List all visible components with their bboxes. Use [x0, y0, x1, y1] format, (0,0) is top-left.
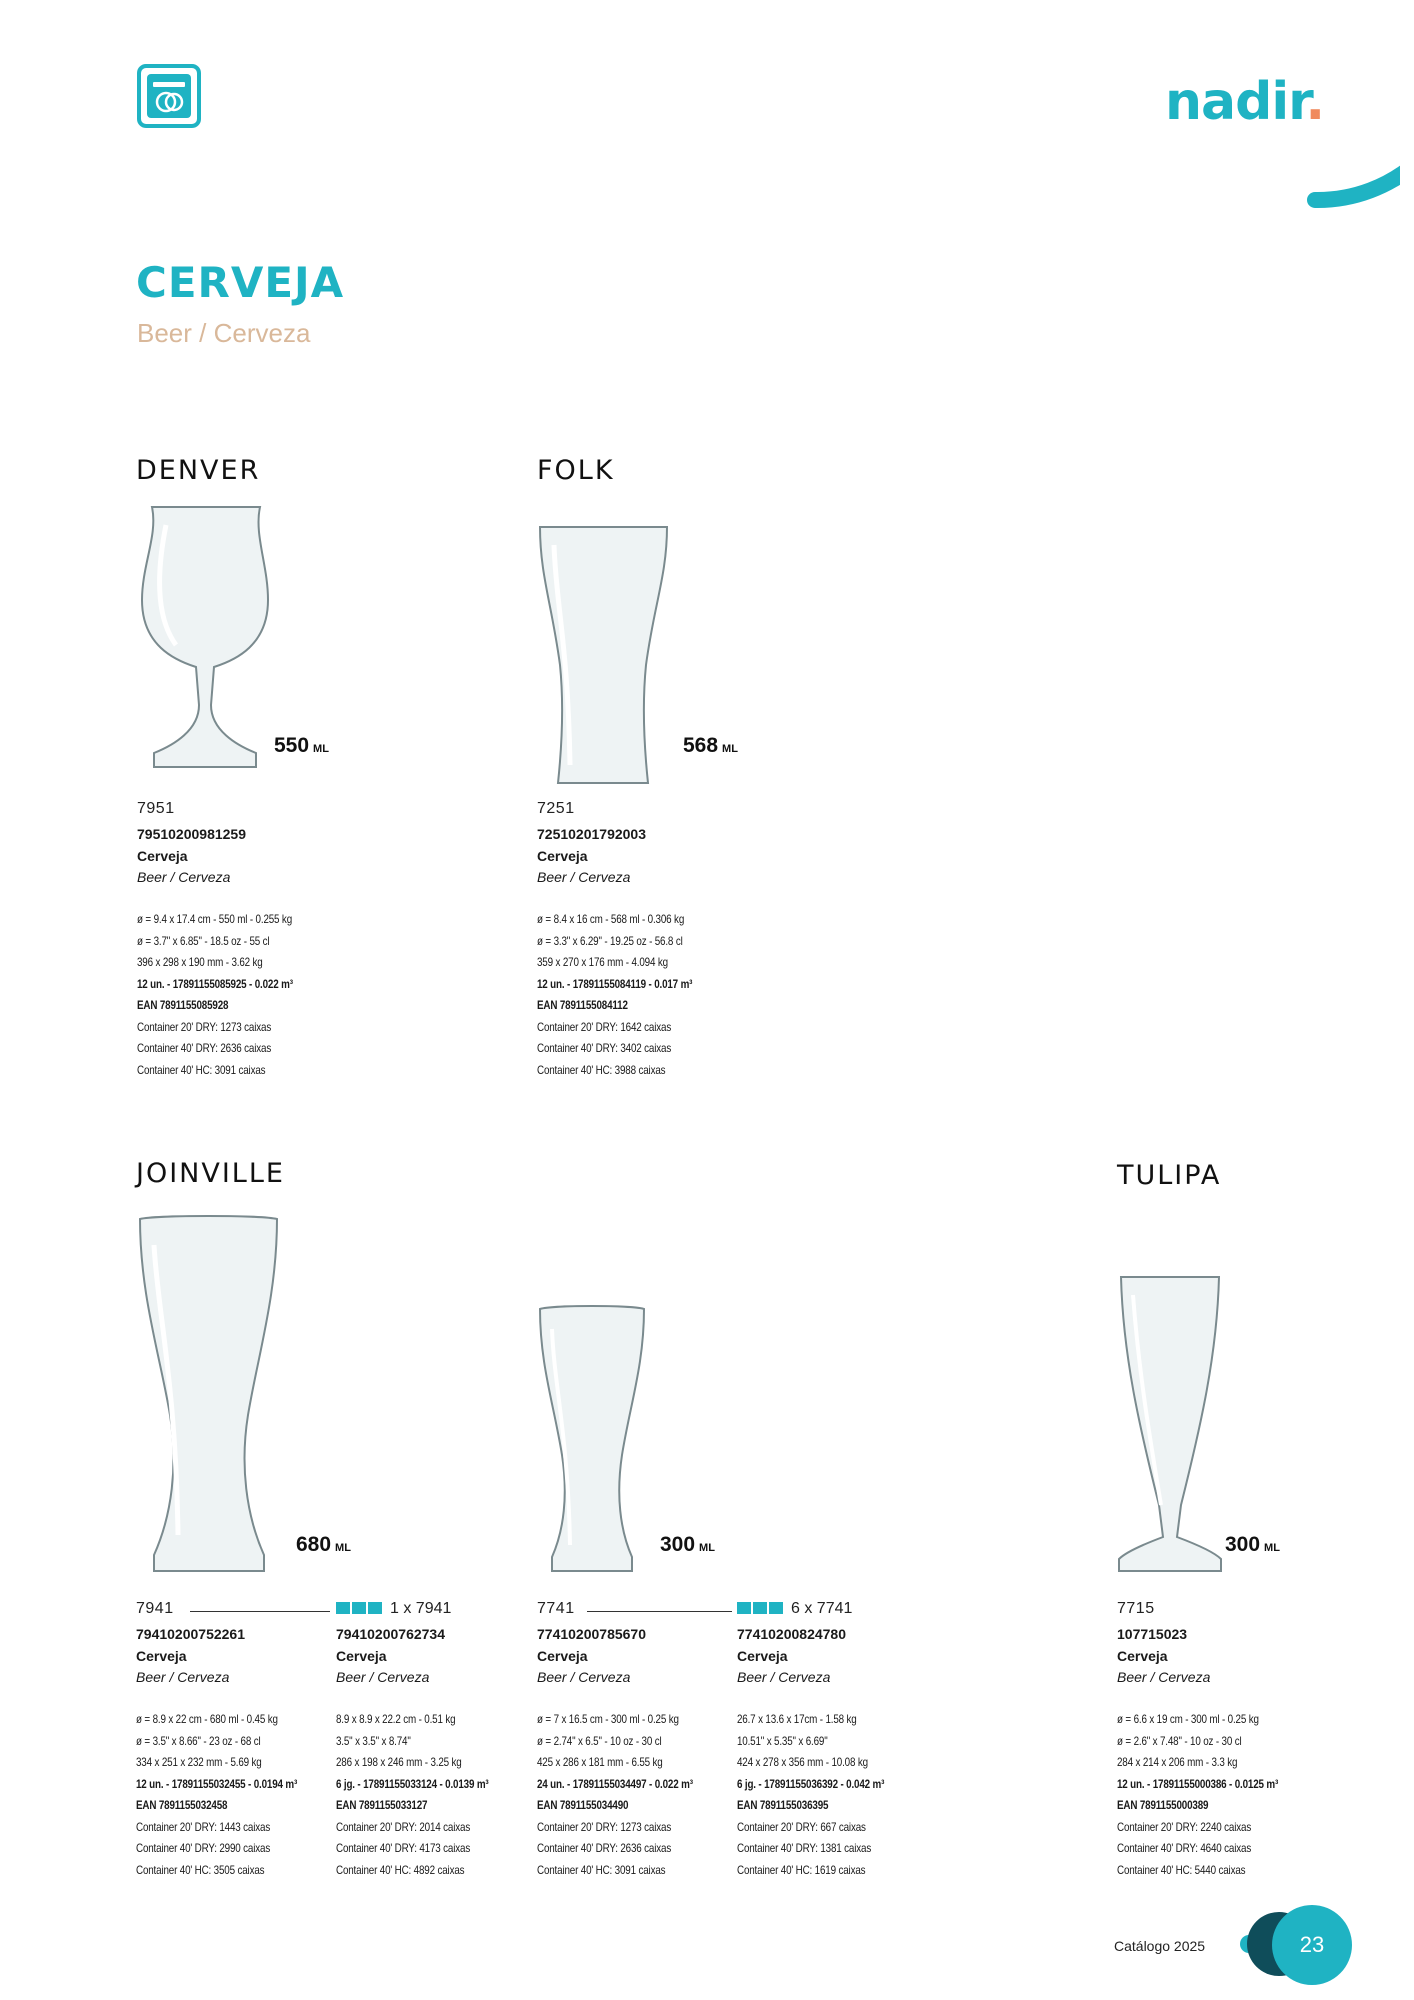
- spec-line: ø = 7 x 16.5 cm - 300 ml - 0.25 kg: [537, 1712, 679, 1726]
- pack-label-joinville-300: 6 x 7741: [737, 1600, 852, 1619]
- spec-line: EAN 7891155033127: [336, 1798, 428, 1812]
- product-type-translation: Beer / Cerveza: [737, 1669, 831, 1685]
- dishes-icon: [151, 78, 187, 114]
- spec-line: ø = 6.6 x 19 cm - 300 ml - 0.25 kg: [1117, 1712, 1259, 1726]
- spec-line: 424 x 278 x 356 mm - 10.08 kg: [737, 1755, 868, 1769]
- product-name-denver: DENVER: [136, 455, 261, 486]
- product-type: Cerveja: [136, 1648, 187, 1664]
- spec-line: Container 20' DRY: 1642 caixas: [537, 1019, 672, 1034]
- spec-line: Container 20' DRY: 2014 caixas: [336, 1819, 471, 1834]
- volume-denver: 550 ML: [274, 734, 329, 757]
- product-code-denver: 7951: [137, 800, 175, 817]
- ean13: 79510200981259: [137, 826, 247, 842]
- spec-line: 26.7 x 13.6 x 17cm - 1.58 kg: [737, 1712, 857, 1726]
- spec-line: Container 40' HC: 5440 caixas: [1117, 1862, 1246, 1877]
- product-name-folk: FOLK: [537, 455, 615, 486]
- product-type: Cerveja: [137, 848, 188, 864]
- product-type: Cerveja: [537, 848, 588, 864]
- product-type: Cerveja: [737, 1648, 788, 1664]
- product-type-translation: Beer / Cerveza: [137, 869, 231, 885]
- volume-tulipa: 300 ML: [1225, 1533, 1280, 1556]
- spec-line: 6 jg. - 17891155036392 - 0.042 m³: [737, 1776, 885, 1791]
- divider: [190, 1611, 330, 1612]
- product-name-joinville: JOINVILLE: [136, 1158, 285, 1189]
- spec-line: 425 x 286 x 181 mm - 6.55 kg: [537, 1755, 663, 1769]
- spec-block-folk: [537, 826, 737, 1081]
- product-type: Cerveja: [336, 1648, 387, 1664]
- volume-folk: 568 ML: [683, 734, 738, 757]
- spec-line: 6 jg. - 17891155033124 - 0.0139 m³: [336, 1776, 489, 1791]
- spec-line: ø = 9.4 x 17.4 cm - 550 ml - 0.255 kg: [137, 912, 293, 926]
- spec-line: EAN 7891155032458: [136, 1798, 228, 1812]
- section-subtitle: Beer / Cerveza: [137, 318, 311, 348]
- spec-line: Container 40' DRY: 2990 caixas: [136, 1841, 271, 1855]
- product-type-translation: Beer / Cerveza: [537, 1669, 631, 1685]
- tulipa-glass-image: [1117, 1275, 1223, 1575]
- spec-line: Container 40' HC: 3505 caixas: [136, 1862, 265, 1877]
- spec-line: Container 40' DRY: 2636 caixas: [137, 1041, 272, 1055]
- spec-line: 12 un. - 17891155032455 - 0.0194 m³: [136, 1776, 298, 1791]
- spec-line: Container 40' DRY: 4640 caixas: [1117, 1841, 1252, 1855]
- spec-line: ø = 8.4 x 16 cm - 568 ml - 0.306 kg: [537, 912, 685, 926]
- spec-line: 12 un. - 17891155085925 - 0.022 m³: [137, 976, 293, 991]
- product-type-translation: Beer / Cerveza: [336, 1669, 430, 1685]
- spec-line: Container 40' HC: 3091 caixas: [537, 1862, 666, 1877]
- spec-line: Container 20' DRY: 667 caixas: [737, 1819, 866, 1834]
- spec-line: Container 40' HC: 1619 caixas: [737, 1862, 866, 1877]
- product-type: Cerveja: [537, 1648, 588, 1664]
- spec-line: ø = 8.9 x 22 cm - 680 ml - 0.45 kg: [136, 1712, 278, 1726]
- spec-line: Container 40' DRY: 2636 caixas: [537, 1841, 672, 1855]
- product-type-translation: Beer / Cerveza: [537, 869, 631, 885]
- denver-glass-image: [136, 505, 276, 785]
- section-title: CERVEJA: [136, 258, 345, 307]
- spec-line: 334 x 251 x 232 mm - 5.69 kg: [136, 1755, 262, 1769]
- divider: [587, 1611, 732, 1612]
- spec-line: 359 x 270 x 176 mm - 4.094 kg: [537, 955, 668, 969]
- product-name-tulipa: TULIPA: [1117, 1160, 1222, 1191]
- folk-glass-image: [536, 525, 671, 785]
- ean13: 72510201792003: [537, 826, 647, 842]
- spec-line: ø = 3.7" x 6.85" - 18.5 oz - 55 cl: [137, 933, 270, 948]
- spec-line: EAN 7891155084112: [537, 998, 628, 1012]
- spec-line: EAN 7891155036395: [737, 1798, 829, 1812]
- spec-line: Container 40' DRY: 4173 caixas: [336, 1841, 471, 1855]
- joinville-300-glass-image: [536, 1305, 648, 1575]
- spec-line: EAN 7891155034490: [537, 1798, 629, 1812]
- spec-line: EAN 7891155000389: [1117, 1798, 1209, 1812]
- volume-joinville: 680 ML: [296, 1533, 351, 1556]
- catalog-label: Catálogo 2025: [1114, 1938, 1206, 1954]
- ean13: 77410200785670: [537, 1626, 647, 1642]
- spec-block-joinville-300-pack: [737, 1626, 937, 1881]
- spec-line: Container 20' DRY: 1273 caixas: [537, 1819, 672, 1834]
- product-code-tulipa: 7715: [1117, 1600, 1155, 1617]
- spec-line: 286 x 198 x 246 mm - 3.25 kg: [336, 1755, 462, 1769]
- spec-line: 8.9 x 8.9 x 22.2 cm - 0.51 kg: [336, 1712, 456, 1726]
- spec-line: Container 20' DRY: 1273 caixas: [137, 1019, 272, 1034]
- product-type-translation: Beer / Cerveza: [1117, 1669, 1211, 1685]
- product-code-folk: 7251: [537, 800, 575, 817]
- joinville-glass-image: [136, 1215, 281, 1575]
- spec-line: Container 20' DRY: 2240 caixas: [1117, 1819, 1252, 1834]
- ean13: 77410200824780: [737, 1626, 847, 1642]
- ean13: 79410200752261: [136, 1626, 246, 1642]
- dishwasher-safe-icon: [137, 64, 201, 128]
- spec-line: 284 x 214 x 206 mm - 3.3 kg: [1117, 1755, 1238, 1769]
- spec-block-denver: [137, 826, 337, 1081]
- product-type-translation: Beer / Cerveza: [136, 1669, 230, 1685]
- ean13: 107715023: [1117, 1626, 1188, 1642]
- spec-line: ø = 2.74" x 6.5" - 10 oz - 30 cl: [537, 1733, 662, 1748]
- page-number: 23: [1272, 1905, 1352, 1985]
- spec-block-joinville-pack: [336, 1626, 536, 1881]
- volume-joinville-300: 300 ML: [660, 1533, 715, 1556]
- spec-line: ø = 2.6" x 7.48" - 10 oz - 30 cl: [1117, 1733, 1242, 1748]
- brand-logo: nadir.: [1165, 72, 1325, 132]
- spec-block-joinville-300: [537, 1626, 737, 1881]
- spec-line: 12 un. - 17891155000386 - 0.0125 m³: [1117, 1776, 1279, 1791]
- spec-line: 3.5" x 3.5" x 8.74": [336, 1733, 411, 1748]
- spec-block-tulipa: [1117, 1626, 1317, 1881]
- spec-line: ø = 3.3" x 6.29" - 19.25 oz - 56.8 cl: [537, 933, 683, 948]
- spec-line: 10.51" x 5.35" x 6.69": [737, 1733, 828, 1748]
- spec-line: 24 un. - 17891155034497 - 0.022 m³: [537, 1776, 693, 1791]
- spec-line: 12 un. - 17891155084119 - 0.017 m³: [537, 976, 693, 991]
- spec-line: Container 40' HC: 4892 caixas: [336, 1862, 465, 1877]
- product-code-joinville-300: 7741: [537, 1600, 575, 1617]
- spec-line: ø = 3.5" x 8.66" - 23 oz - 68 cl: [136, 1733, 261, 1748]
- product-type: Cerveja: [1117, 1648, 1168, 1664]
- spec-line: Container 40' HC: 3988 caixas: [537, 1062, 666, 1077]
- spec-line: Container 40' DRY: 1381 caixas: [737, 1841, 872, 1855]
- product-code-joinville: 7941: [136, 1600, 174, 1617]
- spec-line: Container 40' HC: 3091 caixas: [137, 1062, 266, 1077]
- spec-line: EAN 7891155085928: [137, 998, 229, 1012]
- spec-block-joinville: [136, 1626, 336, 1881]
- pack-boxes-icon: [737, 1601, 785, 1619]
- pack-label-joinville: 1 x 7941: [336, 1600, 451, 1619]
- ean13: 79410200762734: [336, 1626, 446, 1642]
- spec-line: 396 x 298 x 190 mm - 3.62 kg: [137, 955, 263, 969]
- pack-boxes-icon: [336, 1601, 384, 1619]
- spec-line: Container 20' DRY: 1443 caixas: [136, 1819, 271, 1834]
- spec-line: Container 40' DRY: 3402 caixas: [537, 1041, 672, 1055]
